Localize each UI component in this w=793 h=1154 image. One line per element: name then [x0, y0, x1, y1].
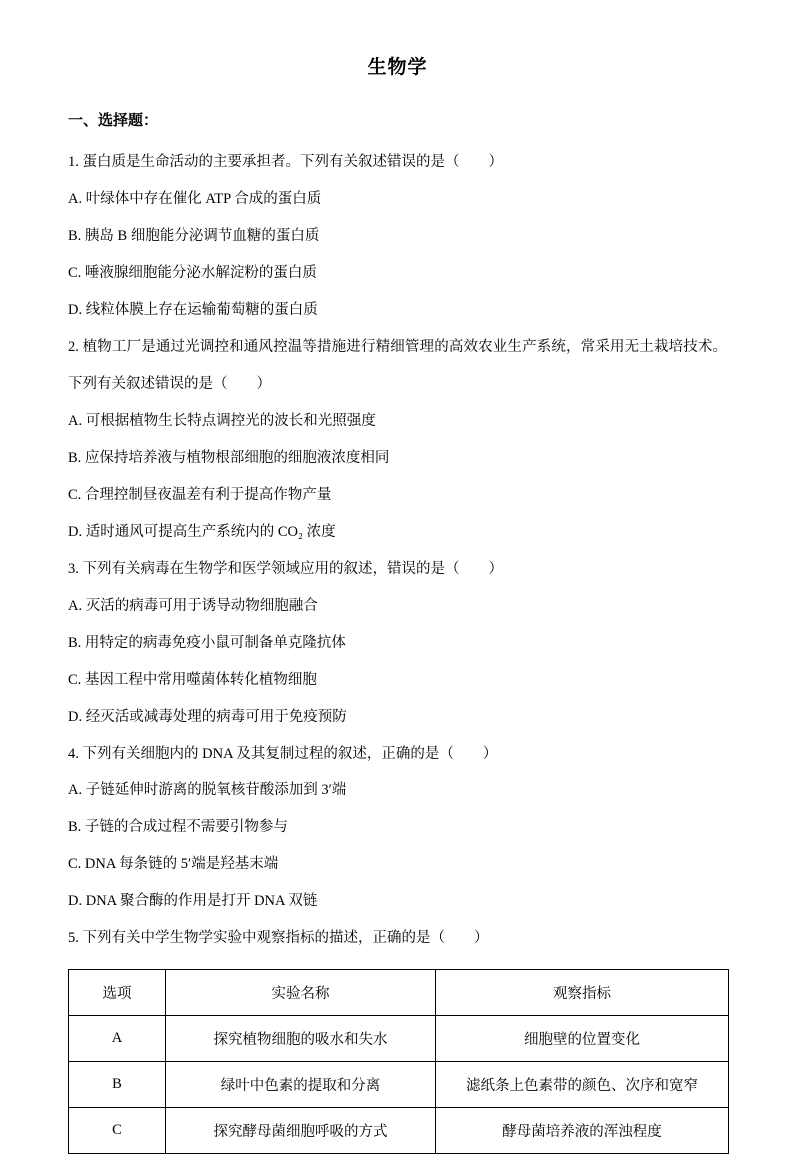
question-2-option-c: C. 合理控制昼夜温差有利于提高作物产量 — [68, 486, 332, 503]
table-cell-option: A — [69, 1016, 166, 1062]
page-title: 生物学 — [367, 57, 428, 78]
question-3-option-c: C. 基因工程中常用噬菌体转化植物细胞 — [68, 671, 317, 688]
question-3-option-d: D. 经灭活或减毒处理的病毒可用于免疫预防 — [68, 708, 347, 725]
question-3-stem: 3. 下列有关病毒在生物学和医学领域应用的叙述，错误的是（ ） — [68, 560, 503, 577]
table-cell-exp-name: 探究植物细胞的吸水和失水 — [166, 1016, 436, 1062]
table-cell-exp-name: 绿叶中色素的提取和分离 — [166, 1062, 436, 1108]
question-1-option-d: D. 线粒体膜上存在运输葡萄糖的蛋白质 — [68, 301, 318, 318]
table-header-exp-name: 实验名称 — [166, 970, 436, 1016]
table-row — [69, 1108, 729, 1154]
question-1-option-a: A. 叶绿体中存在催化 ATP 合成的蛋白质 — [68, 190, 322, 207]
question-4-option-a: A. 子链延伸时游离的脱氧核苷酸添加到 3′端 — [68, 782, 347, 799]
table-cell-option: C — [69, 1108, 166, 1154]
table-cell-exp-name: 探究酵母菌细胞呼吸的方式 — [166, 1108, 436, 1154]
question-2-option-a: A. 可根据植物生长特点调控光的波长和光照强度 — [68, 412, 376, 429]
table-row — [69, 1016, 729, 1062]
question-4-option-b: B. 子链的合成过程不需要引物参与 — [68, 819, 288, 836]
question-5-table — [68, 969, 729, 1154]
table-row — [69, 1062, 729, 1108]
question-2-stem: 2. 植物工厂是通过光调控和通风控温等措施进行精细管理的高效农业生产系统，常采用无土栽培技术。下列有关叙述错误的是（ ） — [68, 338, 727, 392]
question-1-option-c: C. 唾液腺细胞能分泌水解淀粉的蛋白质 — [68, 264, 317, 281]
question-4-stem: 4. 下列有关细胞内的 DNA 及其复制过程的叙述，正确的是（ ） — [68, 745, 498, 762]
table-cell-obs-index: 酵母菌培养液的浑浊程度 — [436, 1108, 729, 1154]
section-header: 一、选择题： — [68, 113, 159, 129]
question-2-option-b: B. 应保持培养液与植物根部细胞的细胞液浓度相同 — [68, 449, 390, 466]
question-1-stem: 1. 蛋白质是生命活动的主要承担者。下列有关叙述错误的是（ ） — [68, 154, 503, 170]
table-header-obs-index: 观察指标 — [436, 970, 729, 1016]
question-4-option-d: D. DNA 聚合酶的作用是打开 DNA 双链 — [68, 893, 318, 910]
table-cell-obs-index: 细胞壁的位置变化 — [436, 1016, 729, 1062]
question-5-stem: 5. 下列有关中学生物学实验中观察指标的描述，正确的是（ ） — [68, 930, 489, 947]
question-3-option-a: A. 灭活的病毒可用于诱导动物细胞融合 — [68, 597, 318, 614]
question-1-option-b: B. 胰岛 B 细胞能分泌调节血糖的蛋白质 — [68, 227, 320, 244]
table-cell-option: B — [69, 1062, 166, 1108]
table-header-row — [69, 970, 729, 1016]
question-2-option-d: D. 适时通风可提高生产系统内的 CO₂ 浓度 — [68, 523, 336, 540]
question-4-option-c: C. DNA 每条链的 5′端是羟基末端 — [68, 856, 279, 873]
table-header-option: 选项 — [69, 970, 166, 1016]
question-3-option-b: B. 用特定的病毒免疫小鼠可制备单克隆抗体 — [68, 634, 346, 651]
table-cell-obs-index: 滤纸条上色素带的颜色、次序和宽窄 — [436, 1062, 729, 1108]
